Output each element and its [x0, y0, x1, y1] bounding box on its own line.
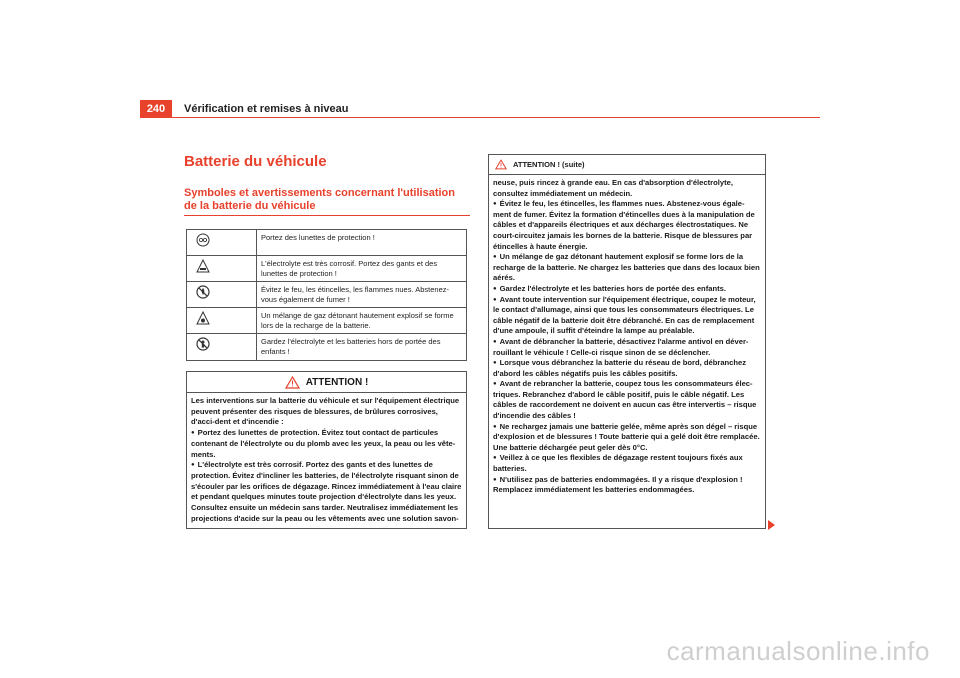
warning-continued-header [489, 155, 765, 175]
warning-bullet: ● Ne rechargez jamais une batterie gelée, même après son dégel – risque d'explosion et de blessures ! Toute batterie qui a gelé doit être remplacée. Une batterie déchargée peut geler dès 0°C. [493, 422, 761, 454]
section-title: Batterie du véhicule [184, 153, 327, 170]
warning-bullet: ● Avant de débrancher la batterie, désactivez l'alarme antivol en déver-rouillant le véhicule ! Celle-ci risque sinon de se déclencher. [493, 337, 761, 358]
warning-triangle-icon [285, 376, 300, 389]
eye-protection-icon [196, 233, 210, 247]
corrosive-icon [196, 259, 210, 273]
running-title: Vérification et remises à niveau [184, 103, 349, 115]
symbol-text: Un mélange de gaz détonant hautement explosif se forme lors de la recharge de la batterie. [261, 311, 454, 330]
keep-from-children-icon [196, 337, 210, 351]
symbol-text: Gardez l'électrolyte et les batteries hors de portée des enfants ! [261, 337, 441, 356]
warning-bullet: ● Avant toute intervention sur l'équipement électrique, coupez le moteur, le contact d'allumage, ainsi que tous les consommateurs électriques. Le câble négatif de la batterie doit être débranché. En cas de remplacement d'une ampoule, il suffit d'éteindre la lampe au préalable. [493, 295, 761, 337]
symbol-row [187, 282, 466, 308]
continue-arrow-icon [768, 520, 775, 530]
warning-continued-body [489, 175, 765, 496]
warning-bullet: ● L'électrolyte est très corrosif. Portez des gants et des lunettes de protection. Évitez d'incliner les batteries, de l'électrolyte risquant sinon de s'écouler par les orifices de dégazage. Rincez immédiatement à l'eau claire et pendant quelques minutes toute projection d'électrolyte dans les yeux. Consultez ensuite un médecin sans tarder. Neutralisez immédiatement les projections d'acide sur la peau ou les vêtements avec une solution savon- [191, 460, 462, 524]
warning-body [187, 393, 466, 524]
symbol-row [187, 256, 466, 282]
warning-bullet: ● Lorsque vous débranchez la batterie du réseau de bord, débranchez d'abord les câbles négatifs puis les câbles positifs. [493, 358, 761, 379]
warning-continued-title: ATTENTION ! (suite) [513, 160, 585, 169]
warning-bullet: ● Gardez l'électrolyte et les batteries hors de portée des enfants. [493, 284, 761, 295]
warning-bullet: ● Portez des lunettes de protection. Évitez tout contact de particules contenant de l'électrolyte ou du plomb avec les yeux, la peau ou les vête-ments. [191, 428, 462, 460]
warning-title: ATTENTION ! [305, 376, 369, 388]
warning-continued-intro: neuse, puis rincez à grande eau. En cas d'absorption d'électrolyte, consultez immédiatement un médecin. [493, 178, 733, 198]
warning-bullet: ● Un mélange de gaz détonant hautement explosif se forme lors de la recharge de la batterie. Ne chargez les batteries que dans des locaux bien aérés. [493, 252, 761, 284]
warning-bullet: ● Évitez le feu, les étincelles, les flammes nues. Abstenez-vous égale-ment de fumer. Évitez la formation d'étincelles dues à la manipulation de câbles et d'appareils électriques et aux décharges électrostatiques. Ne court-circuitez jamais les bornes de la batterie. Risque de blessures par étincelles à haute énergie. [493, 199, 761, 252]
symbol-text: Portez des lunettes de protection ! [261, 233, 375, 242]
no-fire-icon [196, 285, 210, 299]
warning-box [186, 371, 467, 529]
warning-triangle-icon [495, 159, 507, 170]
symbols-table [186, 229, 467, 361]
page-number: 240 [140, 100, 172, 118]
symbol-row [187, 334, 466, 360]
warning-intro: Les interventions sur la batterie du véhicule et sur l'équipement électrique peuvent présenter des risques de blessures, de brûlures corrosives, d'acci-dent et d'incendie : [191, 396, 460, 427]
subtitle-rule [184, 215, 470, 216]
explosive-icon [196, 311, 210, 325]
symbol-row [187, 308, 466, 334]
warning-bullet: ● Veillez à ce que les flexibles de dégazage restent toujours fixés aux batteries. [493, 453, 761, 474]
warning-header [187, 372, 466, 393]
symbol-text: Évitez le feu, les étincelles, les flammes nues. Abstenez-vous également de fumer ! [261, 285, 450, 304]
header-rule [172, 117, 820, 118]
watermark: carmanualsonline.info [666, 636, 930, 666]
warning-bullet: ● N'utilisez pas de batteries endommagées. Il y a risque d'explosion ! Remplacez immédiatement les batteries endommagées. [493, 475, 761, 496]
warning-continued-box [488, 154, 766, 529]
warning-bullet: ● Avant de rebrancher la batterie, coupez tous les consommateurs élec-triques. Rebranchez d'abord le câble positif, puis le câble négatif. Les câbles de raccordement ne doivent en aucun cas être intervertis – risque d'incendie des câbles ! [493, 379, 761, 421]
symbol-text: L'électrolyte est très corrosif. Portez des gants et des lunettes de protection ! [261, 259, 438, 278]
section-subtitle: Symboles et avertissements concernant l'utilisation de la batterie du véhicule [184, 187, 455, 212]
symbol-row [187, 230, 466, 256]
